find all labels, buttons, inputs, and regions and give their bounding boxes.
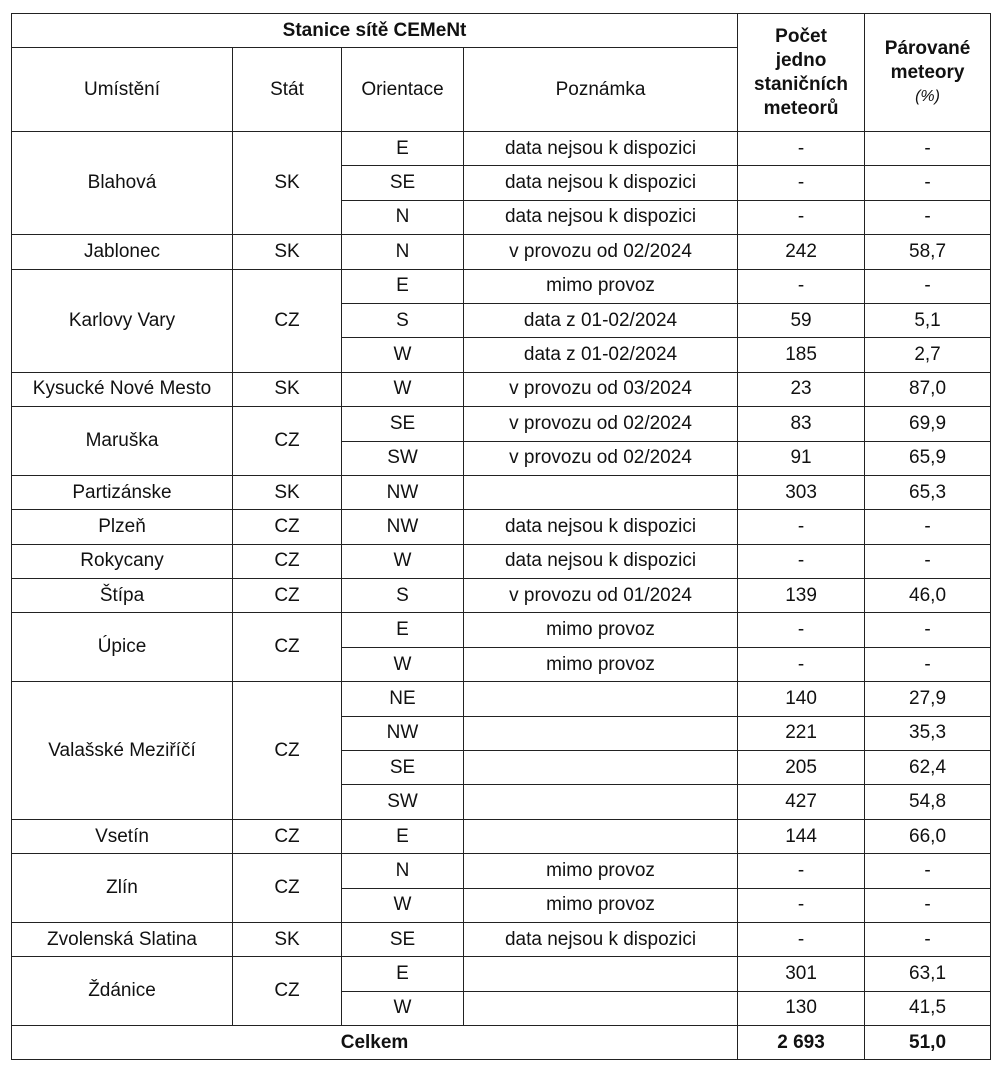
orientation-cell: W: [342, 372, 464, 406]
station-location: Maruška: [12, 407, 233, 476]
station-location: Rokycany: [12, 544, 233, 578]
orientation-cell: W: [342, 888, 464, 922]
orientation-cell: SE: [342, 166, 464, 200]
table-row: [12, 613, 991, 647]
station-location: Karlovy Vary: [12, 269, 233, 372]
paired-cell: 58,7: [865, 235, 991, 269]
header-paired-unit: (%): [915, 87, 940, 105]
stations-table-wrapper: [11, 13, 990, 1060]
count-cell: -: [738, 200, 865, 234]
header-count-line: jedno: [775, 49, 827, 71]
note-cell: mimo provoz: [464, 613, 738, 647]
note-cell: mimo provoz: [464, 854, 738, 888]
total-paired: 51,0: [865, 1026, 991, 1060]
paired-cell: -: [865, 647, 991, 681]
station-location: Úpice: [12, 613, 233, 682]
station-location: Zvolenská Slatina: [12, 922, 233, 956]
station-state: CZ: [233, 510, 342, 544]
paired-cell: -: [865, 922, 991, 956]
header-count: [738, 14, 865, 132]
paired-cell: 5,1: [865, 303, 991, 337]
note-cell: [464, 957, 738, 991]
total-row: [12, 1026, 991, 1060]
note-cell: mimo provoz: [464, 269, 738, 303]
orientation-cell: W: [342, 647, 464, 681]
table-row: [12, 372, 991, 406]
station-location: Plzeň: [12, 510, 233, 544]
count-cell: 242: [738, 235, 865, 269]
orientation-cell: E: [342, 819, 464, 853]
note-cell: v provozu od 02/2024: [464, 407, 738, 441]
paired-cell: -: [865, 510, 991, 544]
table-row: [12, 922, 991, 956]
station-location: Valašské Meziříčí: [12, 682, 233, 820]
station-location: Ždánice: [12, 957, 233, 1026]
station-location: Vsetín: [12, 819, 233, 853]
paired-cell: 46,0: [865, 579, 991, 613]
orientation-cell: NW: [342, 716, 464, 750]
note-cell: data z 01-02/2024: [464, 338, 738, 372]
count-cell: 91: [738, 441, 865, 475]
count-cell: 427: [738, 785, 865, 819]
count-cell: 221: [738, 716, 865, 750]
note-cell: v provozu od 01/2024: [464, 579, 738, 613]
station-state: CZ: [233, 544, 342, 578]
orientation-cell: E: [342, 132, 464, 166]
header-paired-line: meteory: [890, 61, 965, 83]
header-paired-line: Párované: [884, 37, 971, 59]
count-cell: -: [738, 544, 865, 578]
paired-cell: -: [865, 854, 991, 888]
station-state: SK: [233, 922, 342, 956]
orientation-cell: E: [342, 269, 464, 303]
orientation-cell: S: [342, 579, 464, 613]
note-cell: data nejsou k dispozici: [464, 922, 738, 956]
header-paired: [865, 14, 991, 132]
table-row: [12, 579, 991, 613]
note-cell: data z 01-02/2024: [464, 303, 738, 337]
orientation-cell: SE: [342, 407, 464, 441]
header-count-line: meteorů: [763, 97, 839, 119]
note-cell: data nejsou k dispozici: [464, 510, 738, 544]
paired-cell: 69,9: [865, 407, 991, 441]
orientation-cell: N: [342, 235, 464, 269]
station-state: CZ: [233, 854, 342, 923]
count-cell: -: [738, 922, 865, 956]
station-state: SK: [233, 475, 342, 509]
count-cell: -: [738, 888, 865, 922]
count-cell: 139: [738, 579, 865, 613]
orientation-cell: SW: [342, 785, 464, 819]
count-cell: -: [738, 510, 865, 544]
note-cell: v provozu od 02/2024: [464, 441, 738, 475]
paired-cell: 35,3: [865, 716, 991, 750]
orientation-cell: SE: [342, 922, 464, 956]
total-count: 2 693: [738, 1026, 865, 1060]
station-state: CZ: [233, 957, 342, 1026]
note-cell: data nejsou k dispozici: [464, 544, 738, 578]
header-state: Stát: [233, 48, 342, 132]
note-cell: v provozu od 02/2024: [464, 235, 738, 269]
orientation-cell: W: [342, 338, 464, 372]
table-row: [12, 854, 991, 888]
paired-cell: -: [865, 132, 991, 166]
count-cell: -: [738, 132, 865, 166]
stations-table: [11, 13, 991, 1060]
note-cell: [464, 819, 738, 853]
orientation-cell: N: [342, 200, 464, 234]
paired-cell: 41,5: [865, 991, 991, 1025]
station-state: CZ: [233, 407, 342, 476]
count-cell: 83: [738, 407, 865, 441]
station-state: SK: [233, 372, 342, 406]
table-row: [12, 235, 991, 269]
paired-cell: -: [865, 166, 991, 200]
station-location: Jablonec: [12, 235, 233, 269]
paired-cell: 2,7: [865, 338, 991, 372]
note-cell: v provozu od 03/2024: [464, 372, 738, 406]
note-cell: [464, 751, 738, 785]
station-state: CZ: [233, 819, 342, 853]
station-state: CZ: [233, 613, 342, 682]
paired-cell: -: [865, 200, 991, 234]
station-state: SK: [233, 235, 342, 269]
table-row: [12, 407, 991, 441]
table-row: [12, 819, 991, 853]
note-cell: mimo provoz: [464, 647, 738, 681]
table-row: [12, 510, 991, 544]
note-cell: [464, 682, 738, 716]
paired-cell: 65,9: [865, 441, 991, 475]
paired-cell: -: [865, 888, 991, 922]
paired-cell: 62,4: [865, 751, 991, 785]
table-title: Stanice sítě CEMeNt: [12, 14, 738, 48]
header-count-line: staničních: [754, 73, 849, 95]
table-row: [12, 269, 991, 303]
station-state: SK: [233, 132, 342, 235]
count-cell: 303: [738, 475, 865, 509]
paired-cell: 27,9: [865, 682, 991, 716]
orientation-cell: E: [342, 613, 464, 647]
paired-cell: 66,0: [865, 819, 991, 853]
orientation-cell: SW: [342, 441, 464, 475]
count-cell: -: [738, 647, 865, 681]
note-cell: [464, 716, 738, 750]
station-state: CZ: [233, 269, 342, 372]
count-cell: 130: [738, 991, 865, 1025]
title-row: [12, 14, 991, 48]
note-cell: data nejsou k dispozici: [464, 200, 738, 234]
orientation-cell: NW: [342, 475, 464, 509]
count-cell: 23: [738, 372, 865, 406]
count-cell: 185: [738, 338, 865, 372]
station-location: Kysucké Nové Mesto: [12, 372, 233, 406]
total-label: Celkem: [12, 1026, 738, 1060]
count-cell: 59: [738, 303, 865, 337]
count-cell: 205: [738, 751, 865, 785]
orientation-cell: SE: [342, 751, 464, 785]
note-cell: data nejsou k dispozici: [464, 132, 738, 166]
note-cell: mimo provoz: [464, 888, 738, 922]
count-cell: 301: [738, 957, 865, 991]
paired-cell: -: [865, 269, 991, 303]
count-cell: -: [738, 613, 865, 647]
header-orientation: Orientace: [342, 48, 464, 132]
header-count-line: Počet: [775, 25, 827, 47]
table-row: [12, 544, 991, 578]
orientation-cell: E: [342, 957, 464, 991]
paired-cell: 54,8: [865, 785, 991, 819]
paired-cell: 63,1: [865, 957, 991, 991]
header-location: Umístění: [12, 48, 233, 132]
orientation-cell: W: [342, 544, 464, 578]
count-cell: -: [738, 269, 865, 303]
table-row: [12, 957, 991, 991]
count-cell: 140: [738, 682, 865, 716]
table-row: [12, 475, 991, 509]
paired-cell: 87,0: [865, 372, 991, 406]
orientation-cell: NW: [342, 510, 464, 544]
count-cell: 144: [738, 819, 865, 853]
table-row: [12, 682, 991, 716]
note-cell: [464, 785, 738, 819]
paired-cell: -: [865, 613, 991, 647]
paired-cell: -: [865, 544, 991, 578]
station-location: Štípa: [12, 579, 233, 613]
station-location: Zlín: [12, 854, 233, 923]
note-cell: [464, 991, 738, 1025]
note-cell: data nejsou k dispozici: [464, 166, 738, 200]
count-cell: -: [738, 166, 865, 200]
paired-cell: 65,3: [865, 475, 991, 509]
count-cell: -: [738, 854, 865, 888]
orientation-cell: S: [342, 303, 464, 337]
table-row: [12, 132, 991, 166]
note-cell: [464, 475, 738, 509]
station-location: Blahová: [12, 132, 233, 235]
header-note: Poznámka: [464, 48, 738, 132]
station-state: CZ: [233, 579, 342, 613]
orientation-cell: NE: [342, 682, 464, 716]
station-location: Partizánske: [12, 475, 233, 509]
orientation-cell: N: [342, 854, 464, 888]
orientation-cell: W: [342, 991, 464, 1025]
station-state: CZ: [233, 682, 342, 820]
